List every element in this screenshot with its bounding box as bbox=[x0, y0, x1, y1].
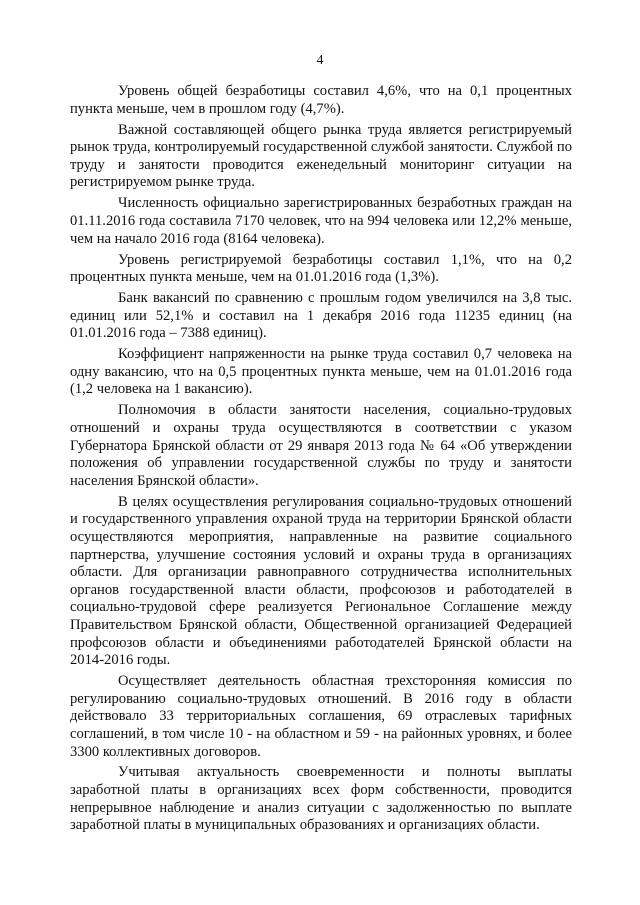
paragraph-registered-unemployment-rate: Уровень регистрируемой безработицы составил 1,1%, что на 0,2 процентных пункта меньше, чем на 01.01.2016 года (1,3%). bbox=[70, 251, 572, 286]
document-body bbox=[70, 83, 572, 838]
page-number: 4 bbox=[316, 53, 324, 68]
paragraph-unemployment-rate: Уровень общей безработицы составил 4,6%, что на 0,1 процентных пункта меньше, чем в прошлом году (4,7%). bbox=[70, 83, 572, 117]
paragraph-registered-labor-market: Важной составляющей общего рынка труда является регистрируемый рынок труда, контролируемый государственной службой занятости. Службой по труду и занятости проводится еженедельный мониторинг ситуации на регистрируемом рынке труда. bbox=[70, 121, 572, 191]
paragraph-social-partnership: В целях осуществления регулирования социально-трудовых отношений и государственного управления охраной труда на территории Брянской области осуществляются мероприятия, направленные на развитие социального партнерства, улучшение состояния условий и охраны труда в организациях области. Для организации равноправного сотрудничества исполнительных органов государственной власти области, профсоюзов и работодателей в социально-трудовой сфере реализуется Региональное Соглашение между Правительством Брянской области, Общественной организацией Федерацией профсоюзов области и объединениями работодателей Брянской области на 2014-2016 годы. bbox=[70, 493, 572, 669]
paragraph-tripartite-commission: Осуществляет деятельность областная трехсторонняя комиссия по регулированию социально-трудовых отношений. В 2016 году в области действовало 33 территориальных соглашения, 69 отраслевых тарифных соглашений, в том числе 10 - на областном и 59 - на районных уровнях, и более 3300 коллективных договоров. bbox=[70, 673, 572, 760]
paragraph-tension-coefficient: Коэффициент напряженности на рынке труда составил 0,7 человека на одну вакансию, что на 0,5 процентных пункта меньше, чем на 01.01.2016 года (1,2 человека на 1 вакансию). bbox=[70, 346, 572, 398]
paragraph-registered-unemployed: Численность официально зарегистрированных безработных граждан на 01.11.2016 года составила 7170 человек, что на 994 человека или 12,2% меньше, чем на начало 2016 года (8164 человека). bbox=[70, 195, 572, 247]
paragraph-wage-monitoring: Учитывая актуальность своевременности и полноты выплаты заработной платы в организациях всех форм собственности, проводится непрерывное наблюдение и анализ ситуации с задолженностью по выплате заработной платы в муниципальных образованиях и организациях области. bbox=[70, 764, 572, 834]
paragraph-vacancy-bank: Банк вакансий по сравнению с прошлым годом увеличился на 3,8 тыс. единиц или 52,1% и составил на 1 декабря 2016 года 11235 единиц (на 01.01.2016 года – 7388 единиц). bbox=[70, 290, 572, 342]
paragraph-authority-decree: Полномочия в области занятости населения, социально-трудовых отношений и охраны труда осуществляются в соответствии с указом Губернатора Брянской области от 29 января 2013 года № 64 «Об утверждении положения об управлении государственной службы по труду и занятости населения Брянской области». bbox=[70, 402, 572, 489]
